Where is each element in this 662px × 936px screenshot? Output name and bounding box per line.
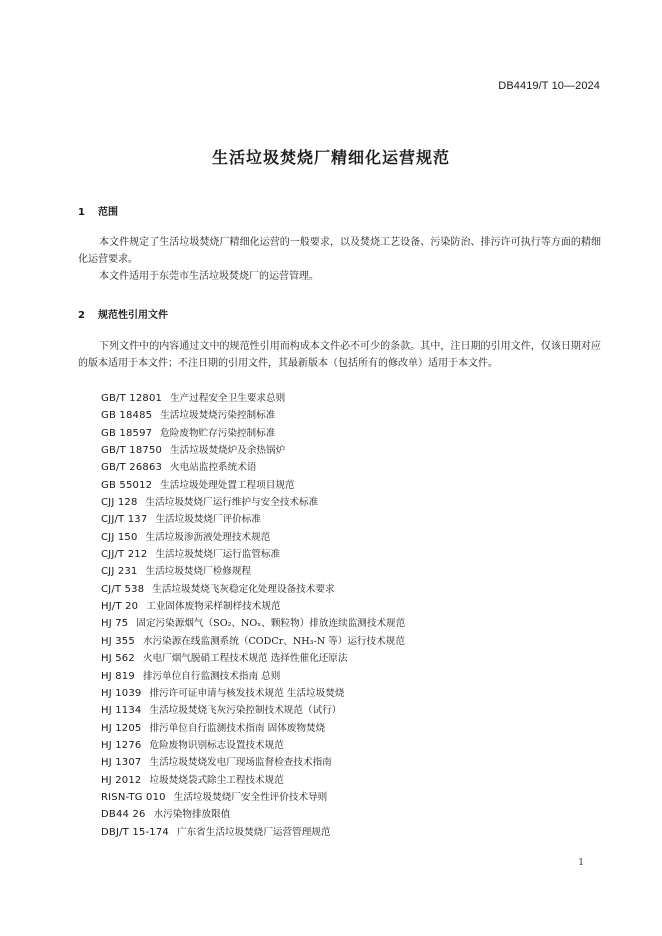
reference-item	[101, 390, 405, 407]
reference-title: 生活垃圾处理处置工程项目规范	[160, 479, 295, 491]
reference-title: 生活垃圾焚烧污染控制标准	[160, 410, 276, 422]
reference-title: 固定污染源烟气（SO₂、NOₓ、颗粒物）排放连续监测技术规范	[136, 618, 406, 630]
document-code: DB4419/T 10—2024	[498, 80, 600, 92]
reference-item	[101, 511, 405, 528]
reference-code: CJJ/T 137	[101, 514, 148, 526]
reference-code: CJJ 128	[101, 497, 138, 509]
reference-item	[101, 581, 405, 598]
reference-code: CJJ 231	[101, 566, 138, 578]
paragraph-scope-1: 本文件规定了生活垃圾焚烧厂精细化运营的一般要求，以及焚烧工艺设备、污染防治、排污许可执行等方面的精细化运营要求。	[78, 237, 601, 265]
reference-title: 排污单位自行监测技术指南 固体废物焚烧	[149, 722, 326, 734]
reference-item	[101, 650, 405, 667]
reference-code: HJ 819	[101, 670, 135, 682]
reference-code: GB 55012	[101, 479, 153, 491]
reference-code: HJ 2012	[101, 774, 142, 786]
reference-item	[101, 824, 405, 841]
reference-code: HJ 1205	[101, 722, 142, 734]
reference-item	[101, 563, 405, 580]
section-title: 规范性引用文件	[98, 310, 168, 321]
reference-code: GB 18485	[101, 410, 153, 422]
reference-title: 工业固体废物采样制样技术规范	[146, 601, 281, 613]
section-heading-normative-references	[78, 306, 168, 321]
reference-code: HJ 1039	[101, 687, 142, 699]
reference-list	[101, 390, 405, 841]
reference-title: 危险废物贮存污染控制标准	[160, 427, 276, 439]
section-heading-scope	[78, 203, 118, 218]
reference-code: GB 18597	[101, 427, 153, 439]
reference-title: 火电站监控系统术语	[170, 462, 257, 474]
reference-item	[101, 633, 405, 650]
reference-code: GB/T 12801	[101, 393, 163, 404]
reference-code: GB/T 18750	[101, 445, 163, 457]
reference-code: CJ/T 538	[101, 583, 145, 595]
reference-code: HJ/T 20	[101, 601, 139, 613]
reference-item	[101, 737, 405, 754]
reference-item	[101, 685, 405, 702]
reference-item	[101, 407, 405, 424]
reference-code: HJ 1134	[101, 705, 142, 717]
reference-title: 生活垃圾焚烧厂评价标准	[155, 514, 261, 526]
reference-code: CJJ 150	[101, 531, 138, 543]
reference-title: 垃圾焚烧袋式除尘工程技术规范	[149, 774, 284, 786]
reference-title: 火电厂烟气脱硝工程技术规范 选择性催化还原法	[142, 653, 348, 665]
reference-item	[101, 789, 405, 806]
reference-title: 生活垃圾焚烧炉及余热锅炉	[170, 445, 286, 457]
reference-title: 广东省生活垃圾焚烧厂运营管理规范	[177, 826, 331, 838]
document-title: 生活垃圾焚烧厂精细化运营规范	[211, 148, 450, 167]
section-number: 2	[78, 310, 85, 321]
reference-title: 生活垃圾焚烧厂检修规程	[145, 566, 252, 578]
paragraph-references-intro: 下列文件中的内容通过文中的规范性引用而构成本文件必不可少的条款。其中，注日期的引用文件，仅该日期对应的版本适用于本文件；不注日期的引用文件，其最新版本（包括所有的修改单）适用于本文件。	[78, 341, 601, 369]
reference-item	[101, 546, 405, 563]
reference-item	[101, 615, 405, 632]
reference-item	[101, 806, 405, 823]
reference-code: HJ 1276	[101, 739, 142, 751]
section-number: 1	[78, 207, 85, 218]
reference-title: 危险废物识别标志设置技术规范	[149, 739, 284, 751]
reference-code: HJ 75	[101, 618, 129, 630]
reference-item	[101, 442, 405, 459]
section-title: 范围	[98, 207, 118, 218]
reference-item	[101, 772, 405, 789]
page-number: 1	[578, 858, 584, 868]
reference-item	[101, 598, 405, 615]
reference-code: DBJ/T 15-174	[101, 826, 169, 838]
reference-code: HJ 355	[101, 635, 135, 647]
reference-title: 生产过程安全卫生要求总则	[170, 393, 286, 404]
reference-title: 排污许可证申请与核发技术规范 生活垃圾焚烧	[149, 687, 345, 699]
reference-code: RISN-TG 010	[101, 791, 166, 803]
reference-item	[101, 702, 405, 719]
reference-title: 生活垃圾焚烧发电厂现场监督检查技术指南	[149, 757, 332, 769]
reference-code: DB44 26	[101, 809, 146, 821]
reference-item	[101, 494, 405, 511]
reference-code: CJJ/T 212	[101, 549, 148, 561]
reference-title: 水污染物排放限值	[153, 809, 231, 821]
reference-title: 水污染源在线监测系统（CODCr、NH₃-N 等）运行技术规范	[142, 635, 405, 647]
reference-item	[101, 459, 405, 476]
reference-code: HJ 562	[101, 653, 135, 665]
reference-title: 生活垃圾焚烧飞灰稳定化处理设备技术要求	[152, 583, 335, 595]
reference-item	[101, 720, 405, 737]
reference-title: 生活垃圾焚烧厂安全性评价技术导则	[173, 791, 328, 803]
reference-item	[101, 668, 405, 685]
reference-title: 生活垃圾焚烧厂运行维护与安全技术标准	[145, 497, 319, 509]
reference-item	[101, 529, 405, 546]
paragraph-scope-2: 本文件适用于东莞市生活垃圾焚烧厂的运营管理。	[99, 271, 319, 282]
reference-item	[101, 477, 405, 494]
reference-title: 生活垃圾渗沥液处理技术规范	[145, 531, 271, 543]
reference-item	[101, 754, 405, 771]
reference-code: GB/T 26863	[101, 462, 163, 474]
reference-title: 排污单位自行监测技术指南 总则	[142, 670, 281, 682]
reference-title: 生活垃圾焚烧厂运行监管标准	[155, 549, 281, 561]
reference-title: 生活垃圾焚烧飞灰污染控制技术规范（试行）	[149, 705, 342, 717]
reference-item	[101, 425, 405, 442]
reference-code: HJ 1307	[101, 757, 142, 769]
